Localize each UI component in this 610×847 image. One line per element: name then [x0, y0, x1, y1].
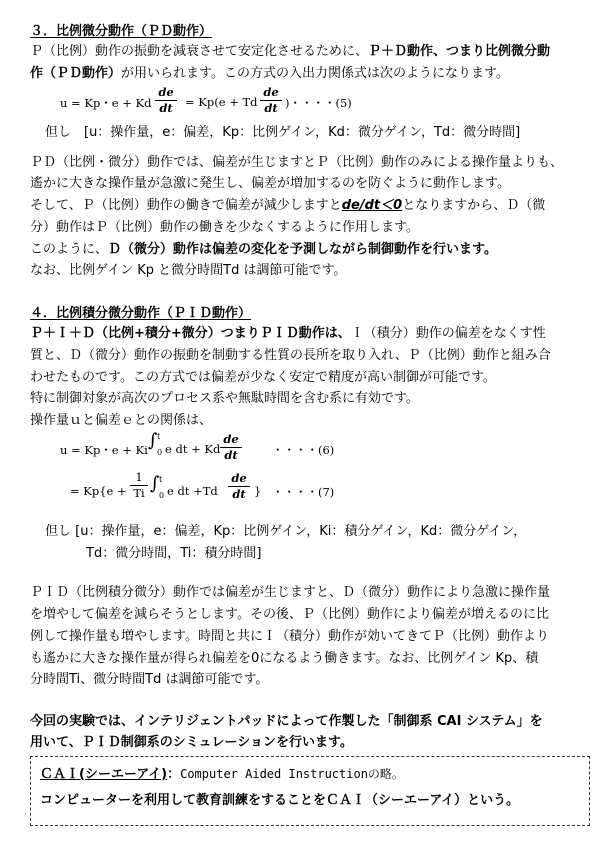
- eq7-fraction-1: [130, 471, 148, 500]
- section4-heading: ４．比例積分微分動作（ＰＩＤ動作）: [30, 306, 252, 321]
- text-span: そして、Ｐ（比例）動作の働きで偏差が減少しますと: [30, 198, 342, 213]
- frac-num: de: [223, 432, 239, 446]
- section4-line2: 質と、Ｄ（微分）動作の振動を制動する性質の長所を取り入れ、Ｐ（比例）動作と組み合: [30, 348, 551, 363]
- cai-definition: Computer Aided Instructionの略。: [180, 767, 404, 781]
- section3-para1-line1: ＰＤ（比例・微分）動作では、偏差が生じますとＰ（比例）動作のみによる操作量よりも、: [30, 155, 564, 170]
- integral-lower: 0: [159, 491, 165, 500]
- section4-where-line1: 但し [u：操作量，e：偏差，Kp：比例ゲイン，Ki：積分ゲイン，Kd：微分ゲイン，: [45, 524, 527, 539]
- cai-term-line: [40, 766, 404, 783]
- frac-num: de: [158, 85, 174, 99]
- eq6-fraction: [220, 433, 242, 462]
- eq5-mid: = Kp(e + Td: [185, 95, 258, 109]
- eq5-fraction-2: [260, 86, 282, 115]
- section4-line5: 操作量ｕと偏差ｅとの関係は、: [30, 413, 213, 428]
- integral-upper: t: [157, 432, 161, 441]
- eq7-tag: ・・・・(7): [272, 485, 335, 499]
- section3-para2-line1: [30, 197, 545, 214]
- frac-den: dt: [159, 101, 173, 115]
- bold-span: Ｐ＋Ｉ＋Ｄ（比例+積分+微分）つまりＰＩＤ動作は、: [30, 326, 351, 341]
- bold-span: 作（ＰＤ動作）: [30, 66, 122, 81]
- bold-span: Ｄ（微分）動作は偏差の変化を予測しながら制御動作を行います。: [108, 242, 497, 257]
- eq5-left: u = Kp・e + Kd: [60, 96, 152, 110]
- integral-lower: 0: [157, 448, 163, 457]
- section3-para1-line2: 遙かに大きな操作量が急激に発生し、偏差が増加するのを防ぐように動作します。: [30, 176, 510, 191]
- eq7-mid: e dt +Td: [167, 484, 218, 498]
- section3-intro-line2: [30, 65, 509, 82]
- section3-intro-line1: [30, 43, 550, 60]
- section4-para-line1: ＰＩＤ（比例積分微分）動作では偏差が生じますと、Ｄ（微分）動作により急激に操作量: [30, 585, 551, 600]
- frac-den: dt: [224, 448, 238, 462]
- eq7-left: = Kp{e +: [70, 484, 127, 498]
- section4-line1: [30, 325, 546, 342]
- section4-line3: わせたものです。この方式では偏差が少なく安定で精度が高い制御が可能です。: [30, 370, 496, 385]
- eq6-left: u = Kp・e + Ki: [60, 443, 148, 457]
- section3-para3-line2: なお、比例ゲイン Kp と微分時間Td は調節可能です。: [30, 263, 347, 278]
- text-span: Ｉ（積分）動作の偏差をなくす性: [350, 326, 546, 341]
- section4-para-line4: も遙かに大きな操作量が得られ偏差を0になるよう働きます。なお、比例ゲイン Kp、積: [30, 651, 539, 666]
- cai-term: ＣＡＩ(シーエーアイ): [40, 767, 168, 782]
- text-span: Ｐ（比例）動作の振動を減衰させて安定化させるために、: [30, 44, 369, 59]
- bold-span: Ｐ＋Ｄ動作、つまり比例微分動: [368, 44, 551, 59]
- frac-den: Ti: [133, 486, 145, 500]
- section4-where-line2: Td：微分時間，Ti：積分時間]: [86, 546, 262, 561]
- section3-para3-line1: [30, 241, 497, 258]
- eq7-fraction-2: [228, 472, 250, 501]
- eq6-tag: ・・・・(6): [272, 443, 335, 457]
- section3-where: 但し [u：操作量，e：偏差，Kp：比例ゲイン，Kd：微分ゲイン，Td：微分時間]: [45, 125, 521, 140]
- section4-para-line3: 例して操作量も増やします。時間と共にＩ（積分）動作が効いてきてＰ（比例）動作より: [30, 629, 549, 644]
- frac-num: 1: [135, 470, 143, 484]
- closing-line2: 用いて、ＰＩＤ制御系のシミュレーションを行います。: [30, 735, 353, 750]
- cai-description: コンピューターを利用して教育訓練をすることをＣＡＩ（シーエーアイ）という。: [40, 793, 520, 808]
- text-span: このように、: [30, 242, 109, 257]
- section3-para2-line2: 分）動作はＰ（比例）動作の働きを少なくするように作用します。: [30, 220, 419, 235]
- cai-colon: ：: [167, 767, 181, 782]
- eq6-mid: e dt + Kd: [165, 442, 221, 456]
- section4-line4: 特に制御対象が高次のプロセス系や無駄時間を含む系に有効です。: [30, 391, 419, 406]
- integral-sign: ∫: [148, 430, 158, 451]
- section4-para-line5: 分時間Ti、微分時間Td は調節可能です。: [30, 672, 269, 687]
- dedt-inequality: de/dt＜0: [341, 198, 403, 213]
- frac-num: de: [263, 85, 279, 99]
- text-span: が用いられます。この方式の入出力関係式は次のようになります。: [121, 66, 509, 81]
- section4-para-line2: を増やして偏差を減らそうとします。その後、Ｐ（比例）動作により偏差が増えるのに比: [30, 607, 549, 622]
- eq7-right: }: [254, 484, 262, 498]
- integral-upper: t: [159, 475, 163, 484]
- frac-den: dt: [264, 101, 278, 115]
- eq5-fraction-1: [155, 86, 177, 115]
- closing-line1: 今回の実験では、インテリジェントパッドによって作製した「制御系 CAI システム」を: [30, 714, 543, 729]
- integral-sign: ∫: [150, 473, 160, 494]
- eq5-right: )・・・・(5): [285, 96, 352, 110]
- frac-den: dt: [232, 487, 246, 501]
- frac-num: de: [231, 471, 247, 485]
- section3-heading: ３．比例微分動作（ＰＤ動作）: [30, 24, 213, 39]
- text-span: となりますから、Ｄ（微: [402, 198, 546, 213]
